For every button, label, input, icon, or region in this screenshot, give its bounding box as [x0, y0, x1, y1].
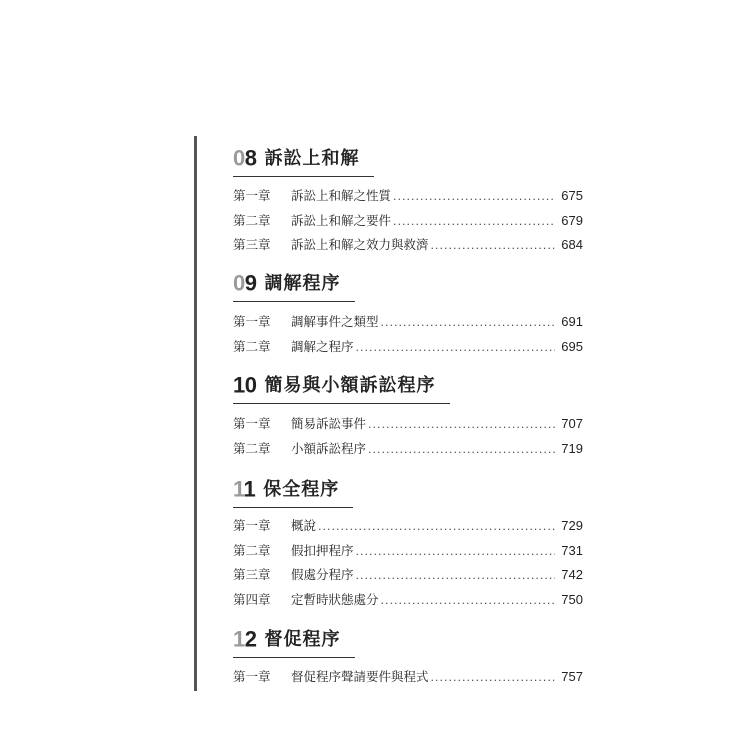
part-number-second-digit: 0: [244, 372, 257, 398]
chapter-label: 第三章: [233, 567, 271, 582]
part-number: [233, 373, 257, 398]
part-title: 調解程序: [264, 272, 341, 294]
chapter-label: 第一章: [233, 518, 271, 533]
part-number-second-digit: 1: [244, 476, 256, 502]
toc-entry: [233, 439, 583, 464]
part-heading: [233, 624, 355, 654]
dot-leader: [381, 594, 555, 607]
part-number-first-digit: 0: [233, 270, 245, 296]
dot-leader: [356, 545, 555, 558]
toc-entry: [233, 211, 583, 236]
chapter-title: 簡易訴訟事件: [291, 416, 367, 431]
page-number: 742: [561, 567, 583, 582]
part-10: [233, 370, 583, 400]
chapter-label: 第一章: [233, 314, 271, 329]
part-09: [233, 268, 583, 298]
dot-leader: [431, 239, 555, 252]
chapter-title: 小額訴訟程序: [291, 440, 367, 456]
part-10-entries: [233, 414, 583, 463]
part-number-first-digit: 1: [233, 372, 245, 398]
chapter-title: 訴訟上和解之效力與救濟: [291, 237, 429, 252]
chapter-label: 第二章: [233, 542, 271, 558]
toc-entry: [233, 414, 583, 439]
dot-leader: [318, 520, 555, 533]
part-title: 訴訟上和解: [264, 147, 360, 169]
part-title: 簡易與小額訴訟程序: [264, 374, 436, 396]
chapter-title: 假處分程序: [291, 567, 354, 582]
page-number: 719: [561, 440, 583, 456]
chapter-label: 第四章: [233, 591, 271, 607]
chapter-label: 第一章: [233, 416, 271, 431]
page-number: 684: [561, 237, 583, 252]
dot-leader: [368, 418, 555, 431]
margin-rule: [194, 136, 197, 691]
toc-entry: [233, 667, 583, 692]
chapter-title: 假扣押程序: [291, 542, 354, 558]
page-number: 750: [561, 591, 583, 607]
page-number: 679: [561, 212, 583, 228]
part-number-second-digit: 8: [244, 145, 257, 171]
part-09-entries: [233, 312, 583, 361]
toc-entry: [233, 541, 583, 566]
chapter-label: 第二章: [233, 440, 271, 456]
part-number-first-digit: 0: [233, 145, 245, 171]
page-number: 695: [561, 338, 583, 354]
page-number: 757: [561, 669, 583, 684]
part-11-entries: [233, 516, 583, 614]
part-heading: [233, 474, 353, 504]
dot-leader: [356, 341, 555, 354]
dot-leader: [431, 671, 555, 684]
part-number: [233, 146, 257, 171]
chapter-title: 調解事件之類型: [291, 314, 379, 329]
chapter-label: 第二章: [233, 212, 271, 228]
part-08: [233, 143, 583, 173]
part-number-second-digit: 9: [244, 270, 257, 296]
chapter-title: 督促程序聲請要件與程式: [291, 669, 429, 684]
part-number: [233, 627, 257, 652]
dot-leader: [356, 569, 555, 582]
part-number-first-digit: 1: [233, 476, 245, 502]
toc-entry: [233, 590, 583, 615]
toc-entry: [233, 565, 583, 590]
chapter-label: 第二章: [233, 338, 271, 354]
part-number: [233, 271, 257, 296]
part-number-second-digit: 2: [244, 626, 257, 652]
page-number: 707: [561, 416, 583, 431]
chapter-label: 第一章: [233, 669, 271, 684]
part-heading: [233, 143, 374, 173]
part-number: [233, 477, 255, 502]
chapter-title: 訴訟上和解之性質: [291, 188, 392, 203]
dot-leader: [368, 443, 555, 456]
part-12: [233, 624, 583, 654]
toc-entry: [233, 312, 583, 337]
page-number: 729: [561, 518, 583, 533]
chapter-title: 概說: [291, 518, 317, 533]
chapter-title: 調解之程序: [291, 338, 354, 354]
dot-leader: [381, 316, 555, 329]
page-number: 691: [561, 314, 583, 329]
toc-entry: [233, 186, 583, 211]
chapter-label: 第三章: [233, 237, 271, 252]
chapter-title: 定暫時狀態處分: [291, 591, 379, 607]
part-title: 督促程序: [264, 628, 341, 650]
part-heading: [233, 370, 450, 400]
part-11: [233, 474, 583, 504]
part-title: 保全程序: [263, 478, 340, 500]
chapter-label: 第一章: [233, 188, 271, 203]
page-number: 731: [561, 542, 583, 558]
toc-entry: [233, 516, 583, 541]
part-number-first-digit: 1: [233, 626, 245, 652]
part-08-entries: [233, 186, 583, 260]
toc-entry: [233, 235, 583, 260]
toc-entry: [233, 337, 583, 362]
part-heading: [233, 268, 355, 298]
page-number: 675: [561, 188, 583, 203]
part-12-entries: [233, 667, 583, 692]
dot-leader: [393, 215, 555, 228]
dot-leader: [393, 190, 555, 203]
chapter-title: 訴訟上和解之要件: [291, 212, 392, 228]
